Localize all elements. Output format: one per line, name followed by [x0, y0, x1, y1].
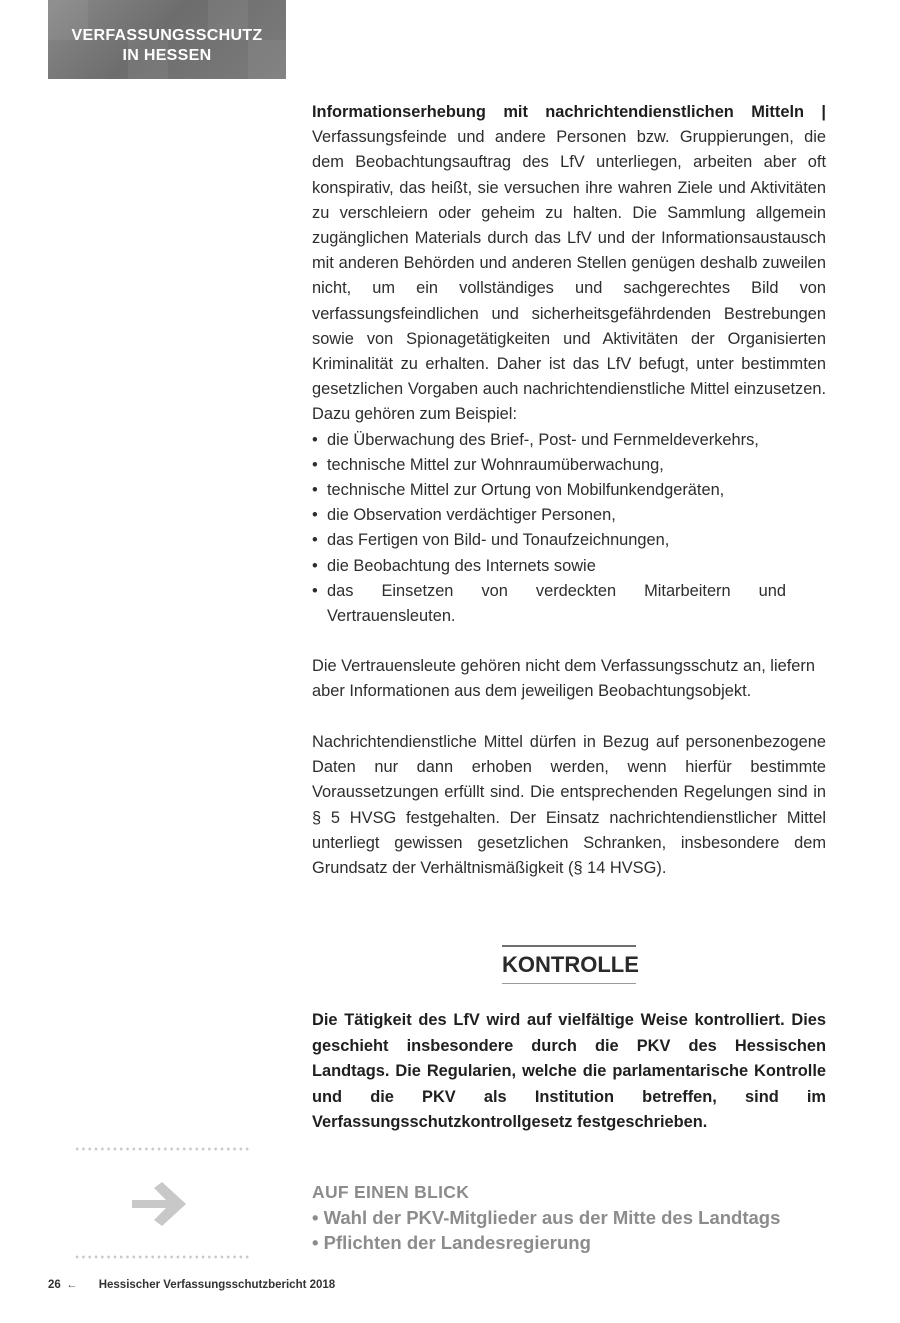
page-number: 26 — [48, 1279, 61, 1291]
intro-text: Verfassungsfeinde und andere Personen bzw. Gruppierungen, die dem Beobachtungsauftrag des LfV unterliegen, arbeiten aber oft konspirativ, das heißt, sie versuchen ihre wahren Ziele und Aktivitäten zu verschleiern oder geheim zu halten. Die Sammlung allgemein zugänglichen Materials durch das LfV und der Informationsaustausch mit anderen Behörden und anderen Stellen genügen deshalb zuweilen nicht, um ein vollständiges und sachgerechtes Bild von verfassungsfeindlichen und sicherheitsgefährdenden Bestrebungen sowie von Spionagetätigkeiten und Aktivitäten der Organisierten Kriminalität zu erhalten. Daher ist das LfV befugt, unter bestimmten gesetzlichen Vorgaben auch nachrichtendienstliche Mittel einzusetzen. Dazu gehören zum Beispiel: — [312, 128, 826, 424]
dotted-divider-bottom — [74, 1255, 252, 1259]
measures-list — [312, 428, 826, 630]
dotted-divider-top — [74, 1147, 252, 1151]
section-heading-kontrolle: KONTROLLE — [502, 945, 636, 984]
list-item: • die Observation verdächtiger Personen, — [312, 503, 826, 528]
chapter-title-line1: VERFASSUNGSSCHUTZ — [71, 27, 263, 44]
list-item: • die Beobachtung des Internets sowie — [312, 554, 826, 579]
intro-section — [312, 100, 826, 629]
chapter-title — [48, 26, 286, 66]
back-arrow-icon[interactable]: ← — [66, 1279, 78, 1291]
informants-paragraph: Die Vertrauensleute gehören nicht dem Verfassungsschutz an, liefern aber Informationen aus dem jeweiligen Beobachtungsobjekt. — [312, 657, 815, 701]
list-item: • die Überwachung des Brief-, Post- und Fernmeldeverkehrs, — [312, 428, 826, 453]
chapter-title-line2: IN HESSEN — [122, 47, 212, 64]
intro-lead: Informationserhebung mit nachrichtendienstlichen Mitteln | — [312, 103, 826, 121]
auf-einen-blick-item: • Pflichten der Landesregierung — [312, 1232, 591, 1253]
list-item: • das Fertigen von Bild- und Tonaufzeichnungen, — [312, 528, 826, 553]
page-footer — [48, 1279, 335, 1291]
report-title: Hessischer Verfassungsschutzbericht 2018 — [98, 1279, 336, 1291]
legal-basis-paragraph: Nachrichtendienstliche Mittel dürfen in Bezug auf personenbezogene Daten nur dann erhoben werden, wenn hierfür bestimmte Voraussetzungen erfüllt sind. Die entsprechenden Regelungen sind in § 5 HVSG festgehalten. Der Einsatz nachrichtendienstlicher Mittel unterliegt gewissen gesetzlichen Schranken, insbesondere dem Grundsatz der Verhältnismäßigkeit (§ 14 HVSG). — [312, 733, 826, 878]
auf-einen-blick-item: • Wahl der PKV-Mitglieder aus der Mitte des Landtags — [312, 1207, 781, 1228]
list-item: • technische Mittel zur Wohnraumüberwachung, — [312, 453, 826, 478]
list-item: • technische Mittel zur Ortung von Mobilfunkendgeräten, — [312, 478, 826, 503]
list-item: • das Einsetzen von verdeckten Mitarbeitern und Vertrauensleuten. — [312, 579, 826, 629]
auf-einen-blick-box — [312, 1180, 852, 1255]
arrow-right-icon — [128, 1180, 192, 1228]
intro-paragraph — [312, 100, 826, 428]
kontrolle-paragraph: Die Tätigkeit des LfV wird auf vielfältige Weise kontrolliert. Dies geschieht insbesondere durch die PKV des Hessischen Landtags. Die Regularien, welche die parlamentarische Kontrolle und die PKV als Institution betreffen, sind im Verfassungsschutzkontrollgesetz festgeschrieben. — [312, 1011, 826, 1131]
chapter-header-box — [48, 0, 286, 79]
auf-einen-blick-title: AUF EINEN BLICK — [312, 1182, 470, 1202]
